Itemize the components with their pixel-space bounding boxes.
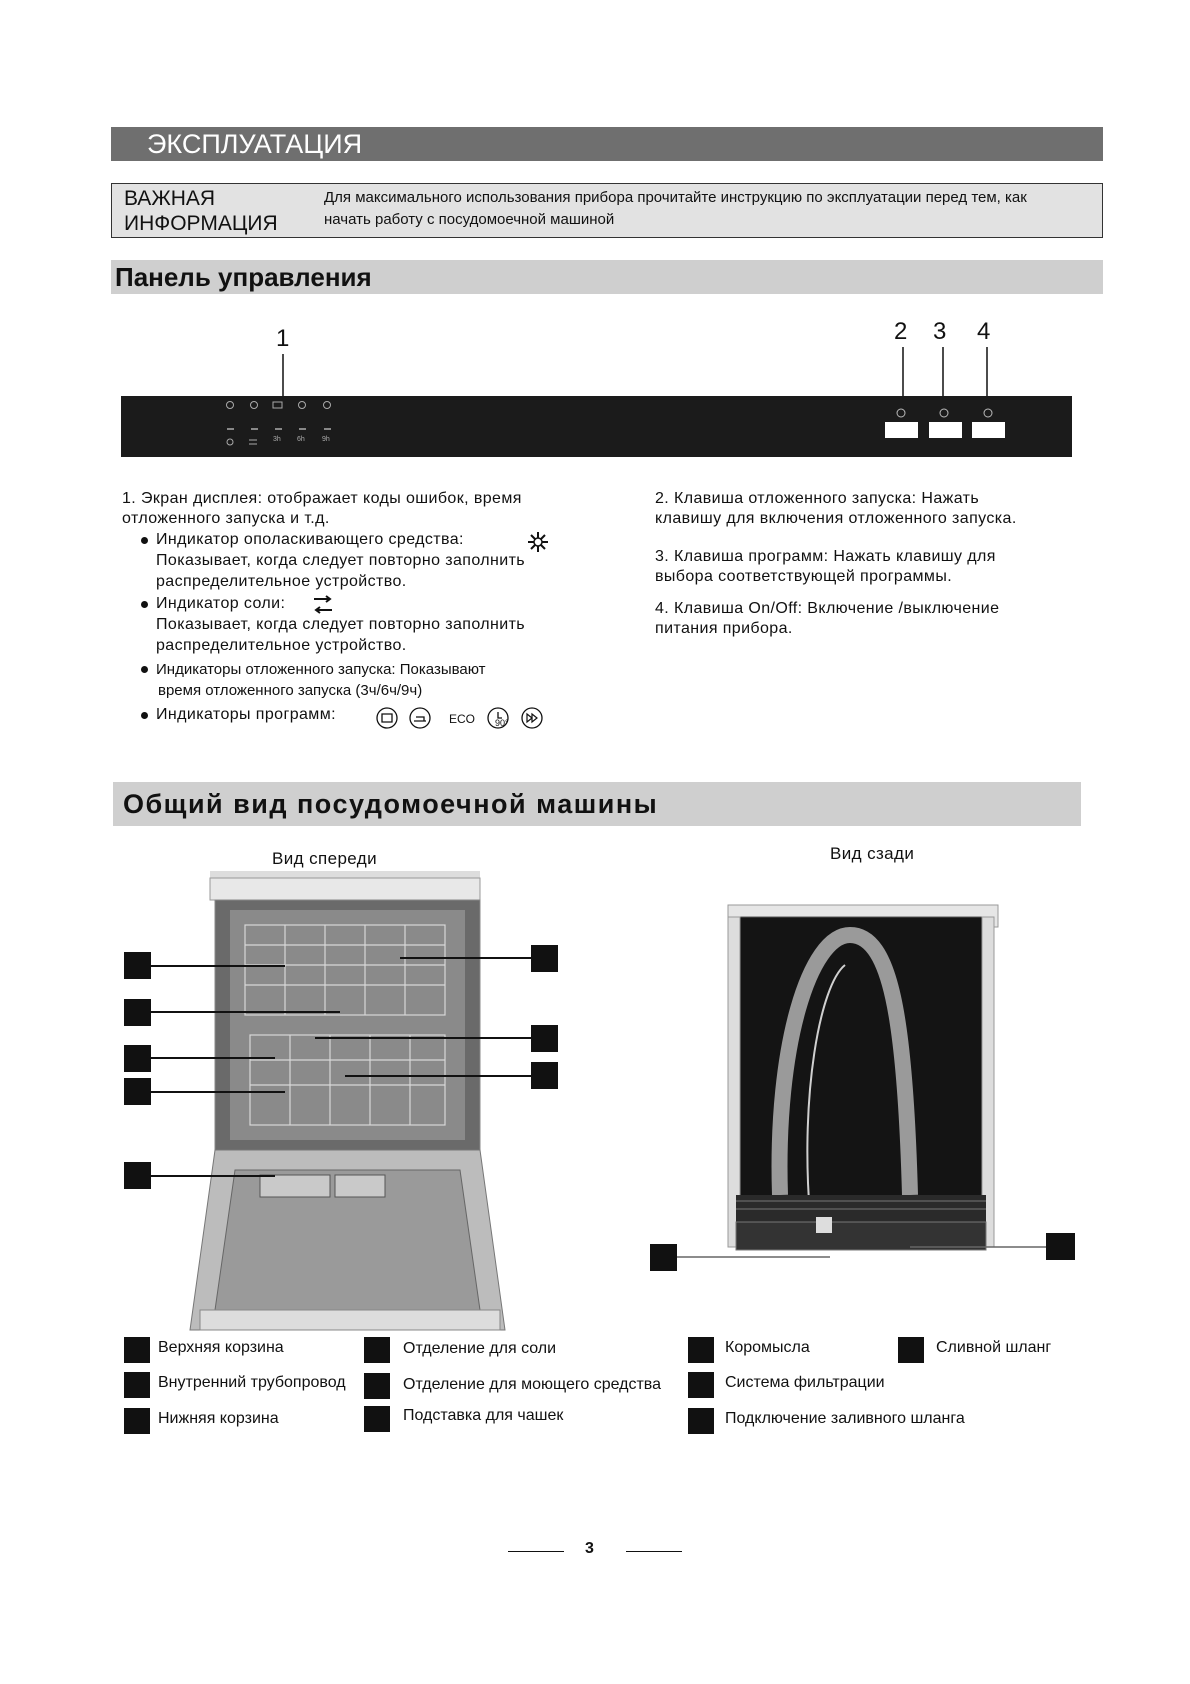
callout-2: 2 xyxy=(894,318,908,345)
desc-item3-line1: 3. Клавиша программ: Нажать клавишу для xyxy=(655,548,996,565)
page-number: 3 xyxy=(585,1540,594,1557)
legend-marker-inner-pipe xyxy=(124,1372,150,1398)
legend-upper-basket: Верхняя корзина xyxy=(158,1339,284,1356)
legend-salt-container: Отделение для соли xyxy=(403,1340,557,1357)
salt-line2: Показывает, когда следует повторно заполнить xyxy=(156,616,526,633)
panel-label-6h: 6h xyxy=(297,436,305,443)
legend-inner-pipe: Внутренний трубопровод xyxy=(158,1374,346,1391)
legend-marker-detergent xyxy=(364,1373,390,1399)
rinse-line2: Показывает, когда следует повторно заполнить xyxy=(156,552,526,569)
overview-title: Общий вид посудомоечной машины xyxy=(123,789,659,819)
callout-1: 1 xyxy=(276,325,290,352)
legend-inlet-hose-connector: Подключение заливного шланга xyxy=(725,1410,965,1427)
legend-marker-drain-hose xyxy=(898,1337,924,1363)
important-label-line2: ИНФОРМАЦИЯ xyxy=(124,212,278,235)
rinse-title: Индикатор ополаскивающего средства: xyxy=(156,531,464,548)
legend-marker-cup-shelf xyxy=(364,1406,390,1432)
legend-marker-filter xyxy=(688,1372,714,1398)
legend-filter-system: Система фильтрации xyxy=(725,1374,885,1391)
section-header-title: ЭКСПЛУАТАЦИЯ xyxy=(147,129,363,159)
desc-item1-line1: 1. Экран дисплея: отображает коды ошибок, время xyxy=(122,490,522,507)
footer-rule-left xyxy=(508,1551,564,1552)
eco-program-label: ECO xyxy=(449,712,476,726)
desc-item4-line2: питания прибора. xyxy=(655,620,793,637)
desc-item1-line2: отложенного запуска и т.д. xyxy=(122,510,330,527)
delay-line1: Индикаторы отложенного запуска: Показывают xyxy=(156,661,486,678)
legend-cup-shelf: Подставка для чашек xyxy=(403,1407,564,1424)
important-text-line1: Для максимального использования прибора прочитайте инструкцию по эксплуатации перед тем, как xyxy=(324,189,1027,206)
back-view-caption: Вид сзади xyxy=(830,844,915,863)
important-text-line2: начать работу с посудомоечной машиной xyxy=(324,211,615,228)
callout-3: 3 xyxy=(933,318,947,345)
salt-title: Индикатор соли: xyxy=(156,595,286,612)
desc-item3-line2: выбора соответствующей программы. xyxy=(655,568,953,585)
important-label-line1: ВАЖНАЯ xyxy=(124,187,216,210)
legend-marker-upper-basket xyxy=(124,1337,150,1363)
salt-line3: распределительное устройство. xyxy=(156,637,407,654)
front-view-caption: Вид спереди xyxy=(272,849,377,868)
programs-title: Индикаторы программ: xyxy=(156,706,336,723)
footer-rule-right xyxy=(626,1551,682,1552)
desc-item4-line1: 4. Клавиша On/Off: Включение /выключение xyxy=(655,600,1000,617)
panel-label-3h: 3h xyxy=(273,436,281,443)
desc-item2-line2: клавишу для включения отложенного запуска. xyxy=(655,510,1017,527)
callout-4: 4 xyxy=(977,318,991,345)
legend-detergent-dispenser: Отделение для моющего средства xyxy=(403,1376,662,1393)
delay-line2: время отложенного запуска (3ч/6ч/9ч) xyxy=(158,682,423,699)
quick-90-label: 90° xyxy=(495,718,509,728)
control-panel-title: Панель управления xyxy=(115,262,372,292)
legend-marker-inlet-hose xyxy=(688,1408,714,1434)
desc-item2-line1: 2. Клавиша отложенного запуска: Нажать xyxy=(655,490,980,507)
rinse-line3: распределительное устройство. xyxy=(156,573,407,590)
legend-marker-lower-basket xyxy=(124,1408,150,1434)
legend-spray-arms: Коромысла xyxy=(725,1339,810,1356)
legend-marker-spray-arms xyxy=(688,1337,714,1363)
legend-marker-salt xyxy=(364,1337,390,1363)
panel-label-9h: 9h xyxy=(322,436,330,443)
legend-lower-basket: Нижняя корзина xyxy=(158,1410,279,1427)
legend-drain-hose: Сливной шланг xyxy=(936,1339,1052,1356)
